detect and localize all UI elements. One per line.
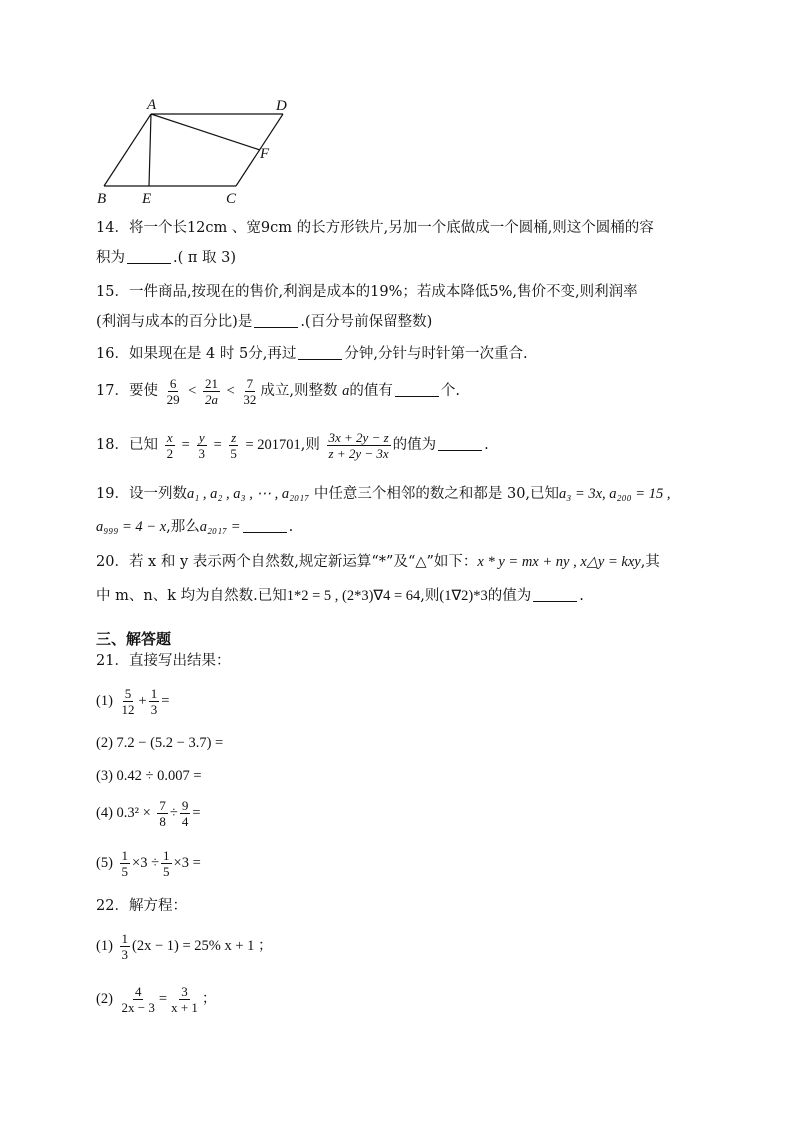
label-b: B: [97, 191, 107, 207]
frac-num: 1: [121, 847, 129, 863]
semicolon: ；: [201, 991, 217, 1007]
q19-cond2: , a₂₀₀ = 15 ,: [602, 486, 671, 502]
q20-tail: ,其: [640, 554, 660, 570]
q18-value: = 201701: [245, 437, 301, 453]
q19-line1: [96, 484, 670, 504]
edge-ab: [104, 114, 151, 186]
q20-definition: x * y = mx + ny , x△y = kxy: [477, 554, 641, 570]
frac: [120, 848, 131, 879]
frac-num: 1: [150, 685, 158, 701]
frac-den: 3: [198, 445, 205, 461]
q14-line2: [96, 248, 236, 268]
q22-item1: [96, 929, 273, 963]
frac-den: z + 2y − 3x: [328, 445, 389, 461]
segment-ae: [149, 114, 151, 186]
q19-post: .: [288, 519, 294, 535]
q16-post: 分钟,分针与时针第一次重合.: [344, 346, 528, 362]
q18-eq1: =: [181, 437, 190, 453]
q18-mid2: 的值为: [392, 437, 437, 453]
q15-line2: [96, 312, 432, 332]
q17-mid: 成立,则整数: [260, 383, 338, 399]
q14-post: .( π 取 3): [173, 250, 237, 266]
frac: [180, 798, 191, 829]
q22-title: 22．解方程：: [96, 898, 187, 914]
q18-pre: 18．已知: [96, 437, 158, 453]
frac-num: z: [231, 429, 237, 445]
q15-post: .(百分号前保留整数): [300, 314, 433, 330]
q19-answer-blank[interactable]: [243, 518, 287, 533]
equals: =: [158, 991, 168, 1007]
q17-frac3: [241, 376, 258, 407]
frac-den: 2a: [204, 391, 218, 407]
frac-num: 6: [169, 375, 177, 391]
q14-pre: 积为: [96, 250, 125, 266]
frac-num: x: [166, 429, 173, 445]
item-label: (2): [96, 991, 113, 1007]
q21-item4: [96, 796, 201, 830]
q20-line2: [96, 586, 584, 606]
q17-line: [96, 374, 460, 408]
q17-var: a: [342, 383, 350, 399]
q18-frac4: [327, 430, 391, 461]
q15-answer-blank[interactable]: [254, 313, 298, 328]
frac: [149, 686, 160, 717]
q18-post: .: [484, 437, 489, 453]
q20-cond: 1*2 = 5 , (2*3)∇4 = 64: [286, 588, 421, 604]
frac: [120, 984, 157, 1015]
q17-frac2: [203, 376, 220, 407]
q18-frac3: [228, 430, 239, 461]
frac-num: 7: [159, 797, 166, 813]
q20-end: 的值为: [487, 588, 532, 604]
q19-mid2: ,那么: [166, 519, 200, 535]
frac: [169, 984, 200, 1015]
frac-num: 7: [246, 375, 254, 391]
q21-item2: (2) 7.2 − (5.2 − 3.7) =: [96, 735, 224, 751]
label-e: E: [142, 191, 152, 207]
q15-pre: (利润与成本的百分比)是: [96, 314, 253, 330]
frac-den: 2x − 3: [121, 999, 155, 1015]
q19-cond1: a₃ = 3x: [559, 486, 603, 502]
frac-num: 5: [124, 685, 132, 701]
q21-item3: (3) 0.42 ÷ 0.007 =: [96, 768, 202, 784]
frac-den: 29: [166, 391, 180, 407]
frac-den: 8: [159, 813, 166, 829]
q19-question: a₂₀₁₇ =: [199, 519, 241, 535]
segment-af: [151, 114, 260, 150]
label-d: D: [276, 98, 287, 114]
q17-pre: 17．要使: [96, 383, 158, 399]
q17-lt1: <: [188, 383, 197, 399]
frac-num: 4: [134, 983, 142, 999]
q17-post: 个.: [440, 383, 460, 399]
frac-num: 3x + 2y − z: [328, 429, 389, 445]
frac-den: 5: [121, 863, 129, 879]
label-f: F: [260, 146, 270, 162]
item-label: (5): [96, 855, 113, 871]
q21-title: 21．直接写出结果：: [96, 653, 231, 669]
parallelogram-figure: [90, 90, 310, 210]
operator: ÷: [169, 805, 178, 821]
q14-line1: 14．将一个长12cm 、宽9cm 的长方形铁片,另加一个底做成一个圆桶,则这个圆桶的容: [96, 220, 654, 236]
q20-post: .: [579, 588, 584, 604]
q14-answer-blank[interactable]: [127, 249, 171, 264]
q20-pre: 中 m、n、k 均为自然数.已知: [96, 588, 287, 604]
q20-expr: (1∇2)*3: [439, 588, 488, 604]
frac-den: 4: [181, 813, 189, 829]
label-a: A: [147, 97, 157, 113]
q18-frac1: [165, 430, 176, 461]
frac-den: x + 1: [171, 999, 198, 1015]
q18-eq2: =: [213, 437, 222, 453]
q16-line: [96, 344, 528, 364]
q17-frac1: [165, 376, 182, 407]
q21-item1: [96, 684, 169, 718]
q22-item2: [96, 982, 216, 1016]
equals: =: [161, 693, 170, 709]
frac: [120, 686, 137, 717]
equation-rest: (2x − 1) = 25% x + 1 ；: [132, 938, 273, 954]
q20-intro: 20．若 x 和 y 表示两个自然数,规定新运算“*”及“△”如下：: [96, 554, 478, 570]
q16-answer-blank[interactable]: [298, 345, 342, 360]
equals: =: [192, 805, 201, 821]
item-label: (1): [96, 938, 113, 954]
q19-line2: [96, 517, 293, 537]
section-heading: 三、解答题: [96, 630, 172, 648]
q19-mid: 中任意三个相邻的数之和都是 30,已知: [313, 486, 560, 502]
frac: [157, 798, 168, 829]
frac-num: y: [198, 429, 205, 445]
q18-frac2: [196, 430, 207, 461]
q21-item5: [96, 846, 201, 880]
operator: +: [138, 693, 147, 709]
frac-den: 32: [243, 391, 257, 407]
frac-num: 1: [121, 930, 129, 946]
q20-mid: ,则: [420, 588, 440, 604]
q18-answer-blank[interactable]: [438, 436, 482, 451]
item-label: (4) 0.3² ×: [96, 805, 151, 821]
frac: [161, 848, 172, 879]
frac-num: 21: [204, 375, 218, 391]
frac-den: 3: [150, 701, 158, 717]
frac-den: 2: [166, 445, 174, 461]
equals: ×3 =: [173, 855, 201, 871]
frac-den: 3: [121, 946, 129, 962]
q15-line1: 15．一件商品,按现在的售价,利润是成本的19%；若成本降低5%,售价不变,则利润率: [96, 284, 638, 300]
frac-den: 12: [121, 701, 135, 717]
label-c: C: [226, 191, 237, 207]
q18-line: [96, 428, 489, 462]
q20-line1: [96, 552, 660, 572]
item-label: (1): [96, 693, 113, 709]
q19-cond3: a₉₉₉ = 4 − x: [96, 519, 167, 535]
q17-mid2: 的值有: [349, 383, 393, 399]
q17-answer-blank[interactable]: [395, 382, 439, 397]
q17-lt2: <: [226, 383, 235, 399]
q19-sequence: a₁ , a₂ , a₃ , ⋯ , a₂₀₁₇: [186, 486, 310, 502]
operator: ×3 ÷: [132, 855, 160, 871]
frac: [120, 931, 131, 962]
frac-num: 9: [181, 797, 189, 813]
frac-num: 1: [163, 847, 170, 863]
q19-pre: 19．设一列数: [96, 486, 187, 502]
q20-answer-blank[interactable]: [533, 587, 577, 602]
q18-mid: ,则: [300, 437, 320, 453]
frac-num: 3: [181, 983, 188, 999]
frac-den: 5: [230, 445, 237, 461]
q16-pre: 16．如果现在是 4 时 5分,再过: [96, 346, 297, 362]
frac-den: 5: [163, 863, 170, 879]
